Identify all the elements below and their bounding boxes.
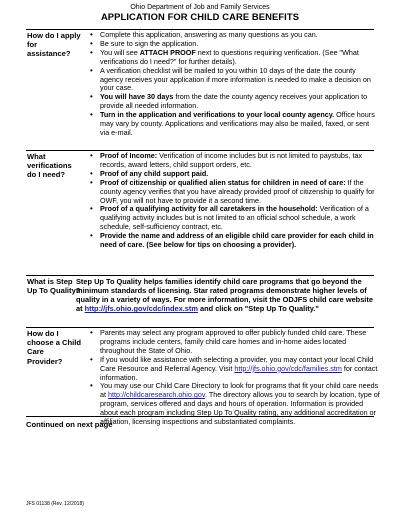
section-divider xyxy=(26,275,374,276)
question-verifications: What verifications do I need? xyxy=(27,152,72,180)
page-header xyxy=(0,4,400,22)
question-choose-provider: How do I choose a Child Care Provider? xyxy=(27,329,82,366)
list-item: • Proof of citizenship or qualified alien status for children in need of care: If the county agency verifies that you have already provided proof of citizenship to qualify for OWF, you will not have to provide it a second time. xyxy=(90,179,380,206)
list-item: • If you would like assistance with selecting a provider, you may contact your local Child Care Resource and Referral Agency. Visit http://jfs.ohio.gov/cdc/families.stm for contact information. xyxy=(90,356,380,383)
list-item: • You may use our Child Care Directory to look for programs that fit your child care needs at http://childcaresearch.ohio.gov. The directory allows you to search by location, type of program, services offered and days and hours of operation. Information is provided about each program including Step Up To Quality rating, any additional accreditation or affiliation, licensing inspections and substantiated complaints. xyxy=(90,382,380,427)
list-item: • Turn in the application and verifications to your local county agency. Office hours may vary by county. Applications and verifications may also be mailed, faxed, or sent via e-mail. xyxy=(90,111,380,138)
form-number: JFS 01138 (Rev. 12/2018) xyxy=(26,501,84,507)
question-step-up: What is Step Up To Quality? xyxy=(27,277,81,296)
list-item: • Proof of a qualifying activity for all caretakers in the household: Verification of a qualifying activity includes but is not limited to an official school schedule, a work schedule, self-sufficiency contract, etc. xyxy=(90,205,380,232)
odjfs-child-care-link[interactable]: http://jfs.ohio.gov/cdc/index.stm xyxy=(84,304,198,314)
list-item: • Provide the name and address of an eligible child care provider for each child in need of care. (See below for tips on choosing a provider). xyxy=(90,232,380,250)
list-item: • You will have 30 days from the date the county agency receives your application to provide all needed information. xyxy=(90,93,380,111)
agency-name: Ohio Department of Job and Family Services xyxy=(130,4,270,11)
list-item: • Proof of any child support paid. xyxy=(90,170,380,179)
question-apply: How do I apply for assistance? xyxy=(27,31,81,59)
list-item: • Proof of Income: Verification of income includes but is not limited to paystubs, tax records, award letters, child support orders, etc. xyxy=(90,152,380,170)
continued-note: Continued on next page xyxy=(26,420,113,429)
page-title: APPLICATION FOR CHILD CARE BENEFITS xyxy=(100,11,300,22)
list-item: • Parents may select any program approved to offer publicly funded child care. These programs include centers, family child care homes and in-home aides located throughout the State of Ohio. xyxy=(90,329,380,356)
list-item: • Be sure to sign the application. xyxy=(90,40,380,49)
child-care-search-link[interactable]: http://childcaresearch.ohio.gov xyxy=(108,390,205,400)
families-page-link[interactable]: http://jfs.ohio.gov/cdc/families.stm xyxy=(234,363,342,373)
verifications-list xyxy=(90,152,380,250)
list-item: • You will see ATTACH PROOF next to questions requiring verification. (See "What verifications do I need?" for further details). xyxy=(90,49,380,67)
step-up-text: Step Up To Quality helps families identify child care programs that go beyond the minimum standards of licensing. Star rated programs demonstrate higher levels of quality in a variety of ways. For more information, visit the ODJFS child care website at http://jfs.ohio.gov/cdc/index.stm and click on "Step Up To Quality." xyxy=(76,277,373,314)
apply-list xyxy=(90,31,380,138)
list-item: • Complete this application, answering as many questions as you can. xyxy=(90,31,380,40)
section-divider xyxy=(26,416,374,417)
choose-provider-list xyxy=(90,329,380,427)
list-item: • A verification checklist will be mailed to you within 10 days of the date the county agency receives your application if more information is needed to make a decision on your case. xyxy=(90,67,380,94)
